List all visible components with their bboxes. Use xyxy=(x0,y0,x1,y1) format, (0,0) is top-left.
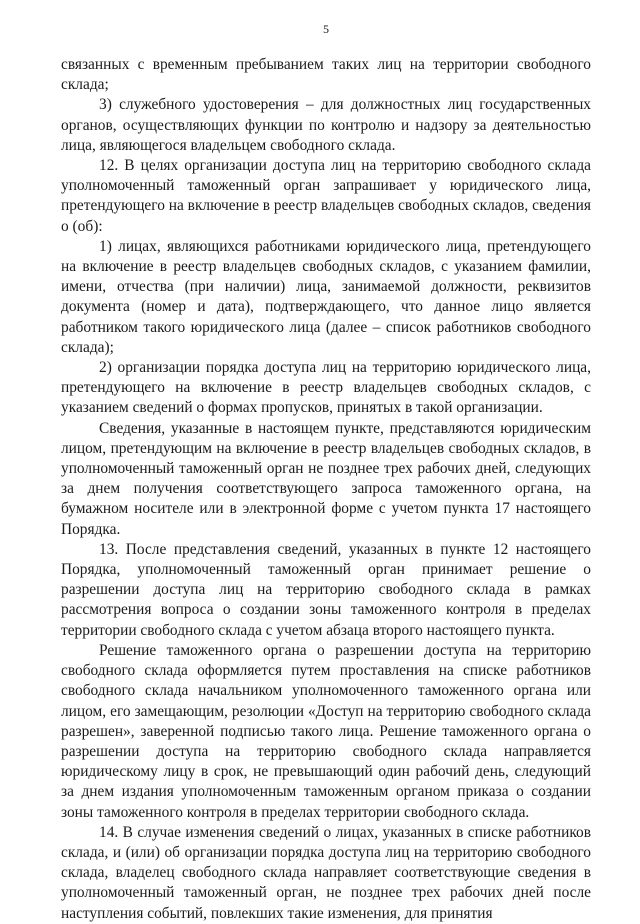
paragraph-item-1: 1) лицах, являющихся работниками юридического лица, претендующего на включение в реестр владельцев свободных складов, с указанием фамилии, имени, отчества (при наличии) лица, занимаемой должности, реквизитов документа (номер и дата), подтверждающего, что данное лицо является работником такого юридического лица (далее – список работников свободного склада); xyxy=(61,237,591,356)
paragraph-information-deadline: Сведения, указанные в настоящем пункте, представляются юридическим лицом, претендующим на включение в реестр владельцев свободных складов, в уполномоченный таможенный орган не позднее трех рабочих дней, следующих за днем получения соответствующего запроса таможенного органа, на бумажном носителе или в электронной форме с учетом пункта 17 настоящего Порядка. xyxy=(61,419,591,538)
page-number: 5 xyxy=(323,22,329,36)
paragraph-section-14: 14. В случае изменения сведений о лицах, указанных в списке работников склада, и (или) об организации порядка доступа лиц на территорию свободного склада, владелец свободного склада направляет соответствующие сведения в уполномоченный таможенный орган, не позднее трех рабочих дней после наступления событий, повлекших такие изменения, для принятия xyxy=(61,823,591,922)
paragraph-section-13: 13. После представления сведений, указанных в пункте 12 настоящего Порядка, уполномоченный таможенный орган принимает решение о разрешении доступа лиц на территорию свободного склада в рамках рассмотрения вопроса о создании зоны таможенного контроля в пределах территории свободного склада с учетом абзаца второго настоящего пункта. xyxy=(61,540,591,639)
paragraph-section-12: 12. В целях организации доступа лиц на территорию свободного склада уполномоченный таможенный орган запрашивает у юридического лица, претендующего на включение в реестр владельцев свободных складов, сведения о (об): xyxy=(61,157,591,235)
paragraph-decision: Решение таможенного органа о разрешении доступа на территорию свободного склада оформляется путем проставления на списке работников свободного склада начальником уполномоченного таможенного органа или лицом, его замещающим, резолюции «Доступ на территорию свободного склада разрешен», заверенной подписью такого лица. Решение таможенного органа о разрешении доступа на территорию свободного склада направляется юридическому лицу в срок, не превышающий один рабочий день, следующий за днем издания уполномоченным таможенным органом приказа о создании зоны таможенного контроля в пределах территории свободного склада. xyxy=(61,641,591,821)
paragraph-item-3: 3) служебного удостоверения – для должностных лиц государственных органов, осуществляющих функции по контролю и надзору за деятельностью лица, являющегося владельцем свободного склада. xyxy=(61,96,591,154)
paragraph-continuation: связанных с временным пребыванием таких лиц на территории свободного склада; xyxy=(61,56,591,94)
paragraph-item-2: 2) организации порядка доступа лиц на территорию юридического лица, претендующего на включение в реестр владельцев свободных складов, с указанием сведений о формах пропусков, принятых в такой организации. xyxy=(61,359,591,417)
